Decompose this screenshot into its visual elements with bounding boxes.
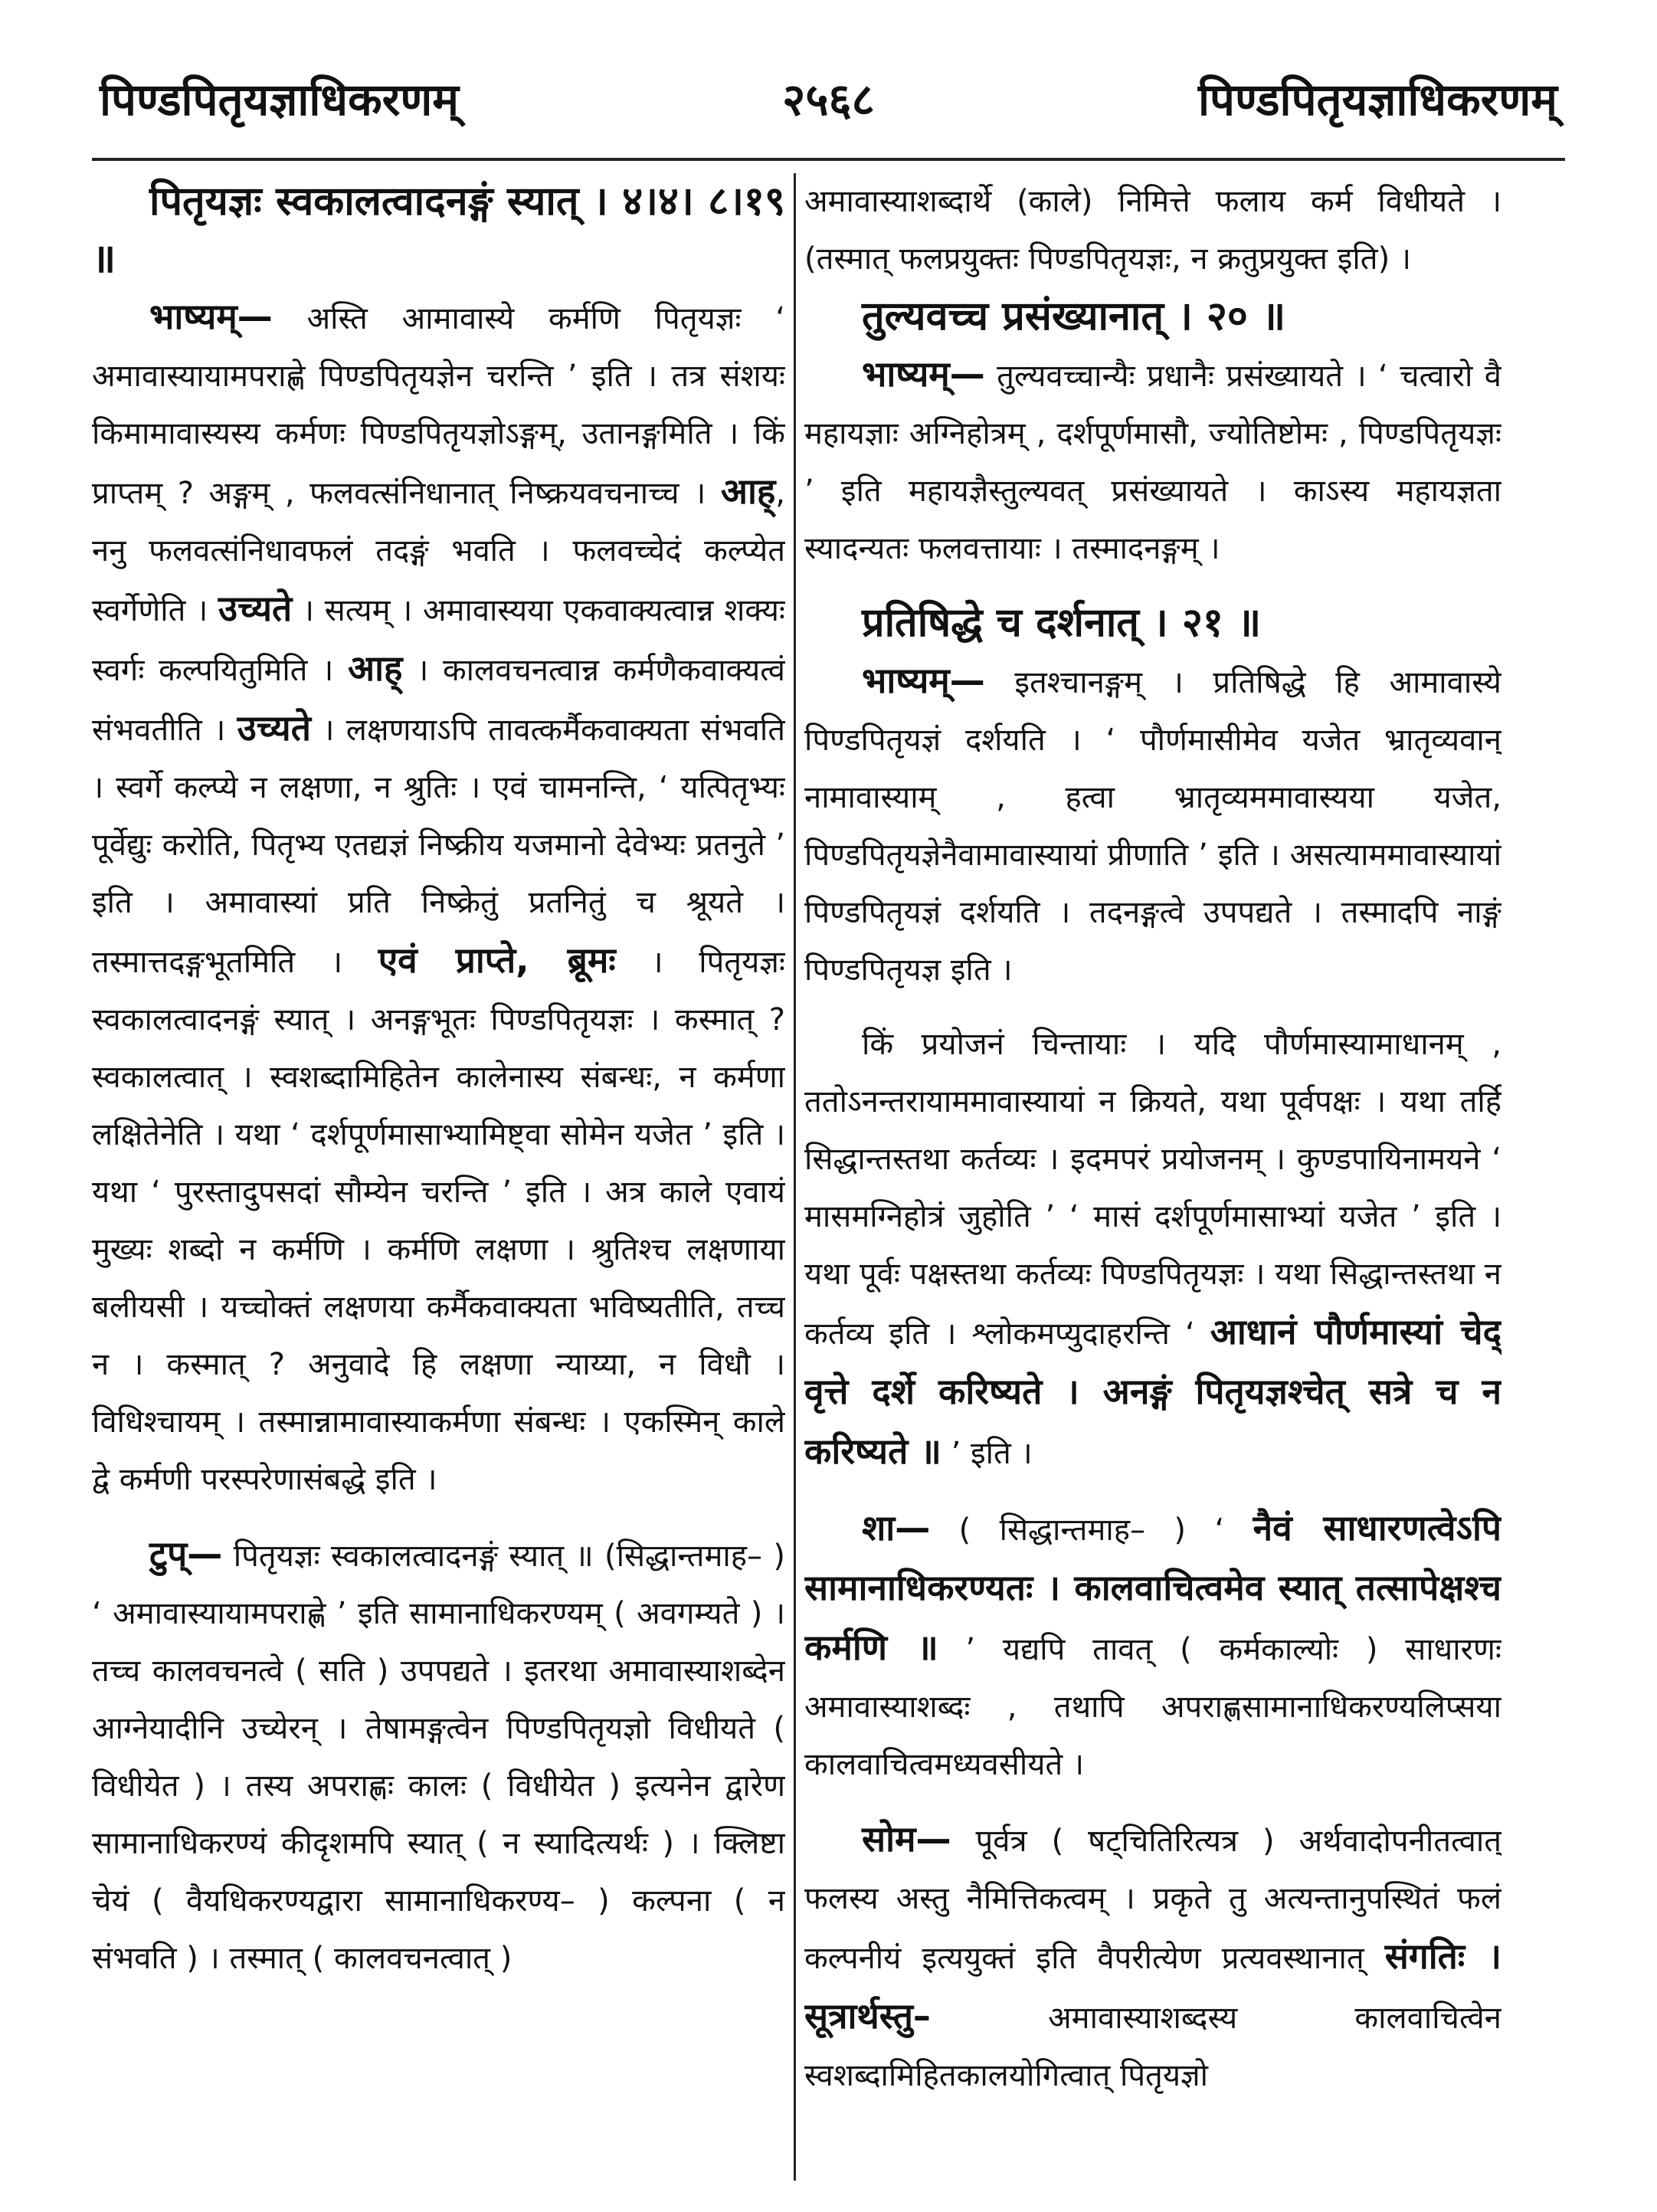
bhashya-text-b: , ननु फलवत्संनिधावफलं तदङ्गं भवति । फलवच्चेदं कल्प्येत स्वर्गेणेति ।: [92, 476, 785, 628]
page-header: [100, 67, 1557, 152]
bhashya-20-text: तुल्यवच्चान्यैः प्रधानैः प्रसंख्यायते । ‘ चत्वारो वै महायज्ञाः अग्निहोत्रम् , दर्शपूर्णमासौ, ज्योतिष्टोमः , पिण्डपितृयज्ञः ’ इति महायज्ञैस्तुल्यवत् प्रसंख्यायते । काऽस्य महायज्ञता स्यादन्यतः फलवत्तायाः । तस्मादनङ्गम् ।: [804, 359, 1501, 566]
aha-word: आह्: [720, 470, 776, 512]
bhashya-21-text: इतश्चानङ्गम् । प्रतिषिद्धे हि आमावास्ये पिण्डपितृयज्ञं दर्शयति । ‘ पौर्णमासीमेव यजेत भ्रातृव्यवान् नामावास्याम् , हत्वा भ्रातृव्यममावास्यया यजेत, पिण्डपितृयज्ञेनैवामावास्यायां प्रीणाति ’ इति । असत्याममावास्यायां पिण्डपितृयज्ञं दर्शयति । तदनङ्गत्वे उपपद्यते । तस्मादपि नाङ्गं पिण्डपितृयज्ञ इति ।: [804, 665, 1501, 988]
prayojana-paragraph: [804, 1016, 1501, 1483]
running-title-right: पिण्डपितृयज्ञाधिकरणम्: [1198, 74, 1557, 126]
soma-text-b: अमावास्याशब्दस्य कालवाचित्वेन स्वशब्दामिहितकालयोगित्वात् पितृयज्ञो: [804, 2001, 1501, 2093]
sutra-19: पितृयज्ञः स्वकालत्वादनङ्गं स्यात् । ४।४। ८।१९ ॥: [92, 179, 785, 282]
bhashya-20: [804, 346, 1501, 578]
page-number: २५६८: [782, 74, 875, 126]
shastradipika-commentary: [804, 1499, 1501, 1794]
running-title-left: पिण्डपितृयज्ञाधिकरणम्: [100, 74, 459, 126]
soma-commentary: [804, 1811, 1501, 2105]
sha-text: ’ यद्यपि तावत् ( कर्मकाल्योः ) साधारणः अमावास्याशब्दः , तथापि अपराह्णसामानाधिकरण्यलिप्सया कालवाचित्वमध्यवसीयते ।: [804, 1632, 1501, 1782]
prayojana-text-a: किं प्रयोजनं चिन्तायाः । यदि पौर्णमास्यामाधानम् , ततोऽनन्तरायाममावास्यायां न क्रियते, यथा पूर्वपक्षः । यथा तर्हि सिद्धान्तस्तथा कर्तव्यः । इदमपरं प्रयोजनम् । कुण्डपायिनामयने ‘ मासमग्निहोत्रं जुहोति ’ ‘ मासं दर्शपूर्णमासाभ्यां यजेत ’ इति । यथा पूर्वः पक्षस्तथा कर्तव्यः पिण्डपितृयज्ञः । यथा सिद्धान्तस्तथा न कर्तव्य इति । श्लोकमप्युदाहरन्ति ‘: [804, 1027, 1501, 1352]
left-column: [92, 173, 785, 2181]
bhashya-label: भाष्यम्—: [862, 660, 985, 701]
bhashya-text-e: । लक्षणयाऽपि तावत्कर्मैकवाक्यता संभवति । स्वर्गे कल्प्ये न लक्षणा, न श्रुतिः । एवं चामनन्ति, ‘ यत्पितृभ्यः पूर्वेद्युः करोति, पितृभ्य एतद्यज्ञं निष्क्रीय यजमानो देवेभ्यः प्रतनुते ’ इति । अमावास्यां प्रति निष्क्रेतुं प्रतनितुं च श्रूयते । तस्मात्तदङ्गभूतमिति ।: [92, 713, 785, 980]
evam-prapte-phrase: एवं प्राप्ते, ब्रूमः: [378, 939, 616, 981]
column-divider: [794, 173, 796, 2181]
tup-commentary: [92, 1525, 785, 1988]
bhashya-19: [92, 288, 785, 1509]
tup-text: पितृयज्ञः स्वकालत्वादनङ्गं स्यात् ॥ (सिद्धान्तमाह– ) ‘ अमावास्यायामपराह्णे ’ इति सामानाधिकरण्यम् ( अवगम्यते ) । तच्च कालवचनत्वे ( सति ) उपपद्यते । इतरथा अमावास्याशब्देन आग्नेयादीनि उच्येरन् । तेषामङ्गत्वेन पिण्डपितृयज्ञो विधीयते ( विधीयेत ) । तस्य अपराह्णः कालः ( विधीयेत ) इत्यनेन द्वारेण सामानाधिकरण्यं कीदृशमपि स्यात् ( न स्यादित्यर्थः ) । क्लिष्टा चेयं ( वैयधिकरण्यद्वारा सामानाधिकरण्य– ) कल्पना ( न संभवति ) । तस्मात् ( कालवचनत्वात् ): [92, 1539, 785, 1976]
continued-text: अमावास्याशब्दार्थे (काले) निमित्ते फलाय कर्म विधीयते । (तस्मात् फलप्रयुक्तः पिण्डपितृयज्ञः, न क्रतुप्रयुक्त इति) ।: [804, 184, 1501, 277]
soma-text-a: पूर्वत्र ( षट्चितिरित्यत्र ) अर्थवादोपनीतत्वात् फलस्य अस्तु नैमित्तिकत्वम् । प्रकृते तु अत्यन्तानुपस्थितं फलं कल्पनीयं इत्ययुक्तं इति वैपरीत्येण प्रत्यवस्थानात्: [804, 1824, 1501, 1976]
tup-label: टुप्—: [149, 1533, 223, 1575]
prayojana-text-b: ’ इति ।: [941, 1436, 1033, 1471]
sha-intro: ( सिद्धान्तमाह– ) ‘: [930, 1512, 1253, 1548]
bhashya-text-a: अस्ति आमावास्ये कर्मणि पितृयज्ञः ‘ अमावास्यायामपराह्णे पिण्डपितृयज्ञेन चरन्ति ’ इति । तत्र संशयः किमामावास्यस्य कर्मणः पिण्डपितृयज्ञोऽङ्गम्, उतानङ्गमिति । किं प्राप्तम् ? अङ्गम् , फलवत्संनिधानात् निष्क्रयवचनाच्च ।: [92, 301, 785, 511]
sutra-20: तुल्यवच्च प्रसंख्यानात् । २० ॥: [862, 293, 1286, 339]
sangati-phrase: संगतिः । सूत्रार्थस्तु–: [804, 1935, 1501, 2037]
bhashya-text-d: । कालवचनत्वान्न कर्मणैकवाक्यत्वं संभवतीति ।: [92, 653, 785, 748]
sha-label: शा—: [862, 1507, 931, 1548]
aha-word: आह्: [348, 647, 403, 689]
bhashya-text-c: । सत्यम् । अमावास्यया एकवाक्यत्वान्न शक्यः स्वर्गः कल्पयितुमिति ।: [92, 593, 785, 688]
ucyate-word: उच्यते: [218, 588, 293, 629]
bhashya-21: [804, 652, 1501, 999]
bhashya-label: भाष्यम्—: [149, 296, 273, 337]
ucyate-word: उच्यते: [237, 707, 311, 749]
sha-verse: नैवं साधारणत्वेऽपि सामानाधिकरण्यतः । कालवाचित्वमेव स्यात् तत्सापेक्षश्च कर्मणि ॥: [804, 1507, 1501, 1668]
right-column: [804, 173, 1501, 2181]
shloka-verse: आधानं पौर्णमास्यां चेद् वृत्ते दर्शे करिष्यते । अनङ्गं पितृयज्ञश्चेत् सत्रे च न करिष्यते ॥: [804, 1311, 1501, 1472]
bhashya-label: भाष्यम्—: [862, 353, 985, 395]
header-rule: [92, 158, 1565, 161]
soma-label: सोम—: [862, 1818, 951, 1860]
bhashya-text-f: । पितृयज्ञः स्वकालत्वादनङ्गं स्यात् । अनङ्गभूतः पिण्डपितृयज्ञः । कस्मात् ? स्वकालत्वात् । स्वशब्दामिहितेन कालेनास्य संबन्धः, न कर्मणा लक्षितेनेति । यथा ‘ दर्शपूर्णमासाभ्यामिष्ट्वा सोमेन यजेत ’ इति । यथा ‘ पुरस्तादुपसदां सौम्येन चरन्ति ’ इति । अत्र काले एवायं मुख्यः शब्दो न कर्मणि । कर्मणि लक्षणा । श्रुतिश्च लक्षणाया बलीयसी । यच्चोक्तं लक्षणया कर्मैकवाक्यता भविष्यतीति, तच्च न । कस्मात् ? अनुवादे हि लक्षणा न्याय्या, न विधौ । विधिश्चायम् । तस्मान्नामावास्याकर्मणा संबन्धः । एकस्मिन् काले द्वे कर्मणी परस्परेणासंबद्धे इति ।: [92, 945, 785, 1497]
sutra-21: प्रतिषिद्धे च दर्शनात् । २१ ॥: [862, 600, 1262, 646]
